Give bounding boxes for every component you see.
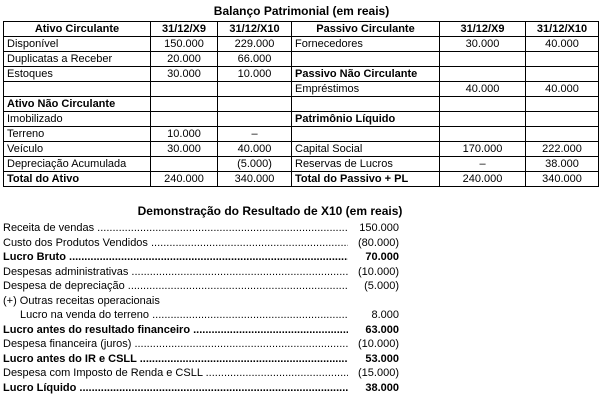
liability-x10 [526,97,599,112]
liability-x10: 38.000 [526,157,599,172]
liability-x9: 30.000 [440,37,526,52]
income-value: (15.000) [358,367,399,379]
income-value: 38.000 [365,381,399,394]
income-label: Lucro antes do IR e CSLL ..... [3,352,348,367]
liability-x9: 40.000 [440,82,526,97]
header-ativo-x10: 31/12/X10 [218,22,292,37]
income-label: (+) Outras receitas operacionais [3,294,160,307]
asset-label: Disponível [4,37,151,52]
asset-section-heading: Ativo Não Circulante [4,97,151,112]
liability-x9 [440,67,526,82]
total-assets-x9: 240.000 [151,172,218,187]
balance-row [4,37,599,52]
liability-x10 [526,112,599,127]
asset-label: Depreciação Acumulada [4,157,151,172]
liability-x10 [526,127,599,142]
balance-total-row [4,172,599,187]
liability-section-heading: Passivo Não Circulante [292,67,440,82]
liability-x9 [440,97,526,112]
asset-x9: 30.000 [151,67,218,82]
income-value: (10.000) [358,265,399,278]
asset-x9: 10.000 [151,127,218,142]
income-value: 70.000 [365,251,399,263]
balance-row [4,52,599,67]
liability-section-heading: Patrimônio Líquido [292,112,440,127]
income-label: Lucro Líquido ..... [3,381,348,396]
income-statement-title: Demonstração do Resultado de X10 (em reais) [137,204,403,218]
asset-x10: 66.000 [218,52,292,67]
header-ativo: Ativo Circulante [4,22,151,37]
income-value: (10.000) [358,338,399,350]
income-value: 53.000 [365,352,399,365]
liability-x9: 170.000 [440,142,526,157]
income-label: Despesa de depreciação ..... [3,279,348,294]
asset-x9 [151,112,218,127]
balance-row [4,82,599,97]
liability-x10: 40.000 [526,37,599,52]
liability-x9: – [440,157,526,172]
asset-x10: (5.000) [218,157,292,172]
income-label: Lucro na venda do terreno ..... [20,308,348,323]
balance-row [4,127,599,142]
liability-label: Fornecedores [292,37,440,52]
balance-sheet-table [3,21,599,187]
asset-label: Imobilizado [4,112,151,127]
income-value: 63.000 [365,323,399,336]
asset-x9: 30.000 [151,142,218,157]
asset-x9: 20.000 [151,52,218,67]
income-label: Despesa com Imposto de Renda e CSLL ..... [3,366,348,381]
header-passivo-x10: 31/12/X10 [526,22,599,37]
asset-label [4,82,151,97]
income-value: (80.000) [358,236,399,249]
income-label: Lucro antes do resultado financeiro ..... [3,323,348,338]
total-liabilities-label: Total do Passivo + PL [292,172,440,187]
balance-header-row [4,22,599,37]
header-passivo-x9: 31/12/X9 [440,22,526,37]
asset-label: Duplicatas a Receber [4,52,151,67]
asset-x9 [151,97,218,112]
liability-x9 [440,127,526,142]
asset-x10 [218,97,292,112]
asset-label: Estoques [4,67,151,82]
income-value: (5.000) [364,280,399,292]
asset-x9 [151,82,218,97]
liability-label [292,52,440,67]
income-value: 150.000 [359,222,399,234]
liability-x9 [440,112,526,127]
asset-x10: 10.000 [218,67,292,82]
liability-x9 [440,52,526,67]
asset-x10: – [218,127,292,142]
income-label: Custo dos Produtos Vendidos ..... [3,236,348,251]
liability-label [292,97,440,112]
asset-x9: 150.000 [151,37,218,52]
income-value: 8.000 [371,309,399,321]
total-liabilities-x10: 340.000 [526,172,599,187]
liability-x10: 222.000 [526,142,599,157]
total-assets-label: Total do Ativo [4,172,151,187]
header-ativo-x9: 31/12/X9 [151,22,218,37]
income-label: Lucro Bruto ..... [3,250,348,265]
asset-x10 [218,112,292,127]
total-liabilities-x9: 240.000 [440,172,526,187]
balance-row [4,97,599,112]
balance-sheet-title: Balanço Patrimonial (em reais) [213,4,390,18]
balance-row [4,67,599,82]
liability-label: Empréstimos [292,82,440,97]
liability-x10 [526,67,599,82]
liability-x10 [526,52,599,67]
asset-x10: 229.000 [218,37,292,52]
asset-x10: 40.000 [218,142,292,157]
asset-label: Veículo [4,142,151,157]
asset-x10 [218,82,292,97]
income-label: Despesas administrativas ..... [3,265,348,280]
header-passivo: Passivo Circulante [292,22,440,37]
balance-row [4,142,599,157]
asset-x9 [151,157,218,172]
total-assets-x10: 340.000 [218,172,292,187]
asset-label: Terreno [4,127,151,142]
liability-label: Capital Social [292,142,440,157]
liability-x10: 40.000 [526,82,599,97]
liability-label: Reservas de Lucros [292,157,440,172]
liability-label [292,127,440,142]
balance-row [4,112,599,127]
income-label: Despesa financeira (juros) ..... [3,337,348,352]
balance-row [4,157,599,172]
income-label: Receita de vendas ..... [3,221,348,236]
